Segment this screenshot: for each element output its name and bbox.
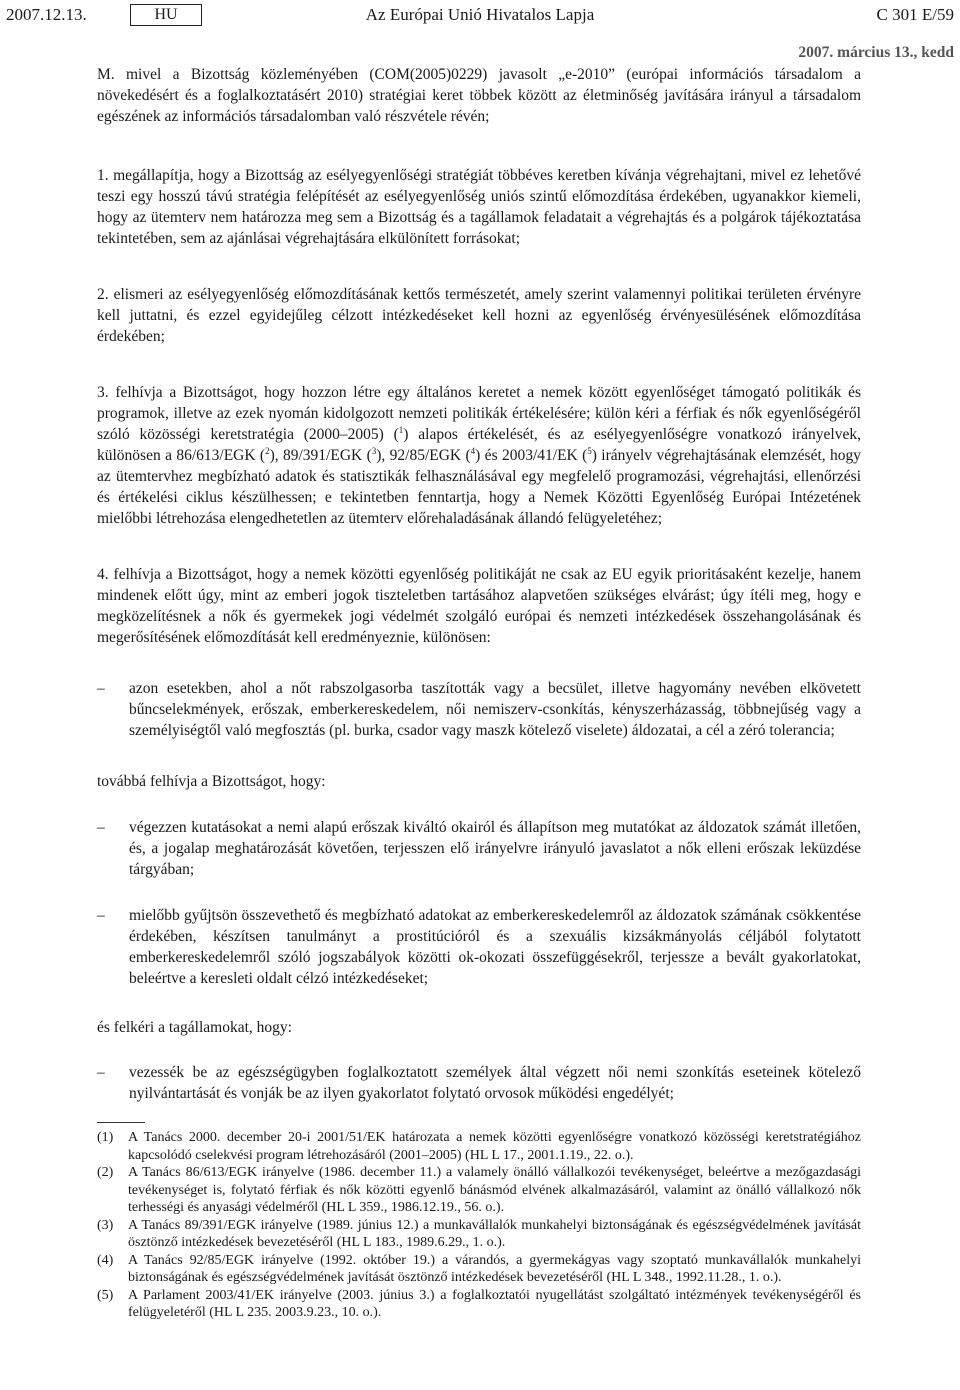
dash-marker: – — [97, 907, 105, 924]
paragraph-1: 1. megállapítja, hogy a Bizottság az esélyegyenlőségi stratégiát többéves keretben kívánja végrehajtani, mivel ez lehetővé teszi egy hosszú távú stratégia felépítését az esélyegyenlőség uniós szintű előmozdítása érdekében, ugyanakkor kiemeli, hogy az ütemterv nem határozza meg sem a Bizottság és a tagállamok feladatait a végrehajtás és a polgárok tájékoztatása tekintetében, sem az ajánlásai végrehajtására elkülönített forrásokat; — [97, 167, 861, 247]
paragraph-3-text: ) irányelv végrehajtásának elemzését, hogy az ütemtervhez megbízható adatok és statisztikák felhasználásával egy megfelelő programozási, végrehajtási, ellenőrzési és értékelési ciklus készülhessen; e tekintetben fenntartja, hogy a Nemek Közötti Egyenlőség Európai Intézetének mielőbbi létrehozása elengedhetetlen az ütemterv előrehaladásának állandó felügyeletéhez; — [97, 447, 862, 527]
journal-title: Az Európai Unió Hivatalos Lapja — [365, 5, 595, 24]
footnote-ref-3[interactable]: 3 — [371, 445, 377, 456]
list-item-text: vezessék be az egészségügyben foglalkoztatott személyek által végzett női nemi szonkítás eseteinek kötelező nyilvántartását és vonják be az ilyen gyakorlatot folytató orvosok működési engedélyét; — [129, 1064, 861, 1102]
page-header — [6, 4, 954, 28]
dash-marker: – — [97, 1064, 105, 1081]
footnote — [97, 1129, 861, 1164]
footnote — [97, 1164, 861, 1217]
paragraph-3-text: ) és 2003/41/EK ( — [475, 447, 588, 464]
footnotes — [97, 1129, 861, 1322]
paragraph-3-text: ) alapos értékelését, és az esélyegyenlőségre vonatkozó irányelvek, különösen a 86/613/EGK ( — [97, 426, 861, 464]
paragraph-3-text: ), 89/391/EGK ( — [269, 447, 372, 464]
footnote-text: A Tanács 92/85/EGK irányelve (1992. október 19.) a várandós, a gyermekágyas vagy szoptató munkavállalók munkahelyi biztonságának és egészségvédelmének javítását ösztönző intézkedések bevezetéséről (HL L 348., 1992.11.28., 1. o.). — [128, 1252, 861, 1285]
sitting-date: 2007. március 13., kedd — [798, 44, 954, 61]
header-date: 2007.12.13. — [6, 5, 87, 24]
dash-marker: – — [97, 819, 105, 836]
footnote — [97, 1287, 861, 1322]
language-badge: HU — [130, 4, 202, 26]
footnote — [97, 1217, 861, 1252]
dash-marker: – — [97, 680, 105, 697]
list-item — [97, 905, 861, 989]
footnote-ref-2[interactable]: 2 — [265, 445, 270, 456]
list-item-text: azon esetekben, ahol a nőt rabszolgasorba taszították vagy a becsület, illetve hagyomány nevében elkövetett bűncselekmények, erőszak, emberkereskedelem, női nemiszerv-csonkítás, kényszerházasság, többnejűség vagy a személyiségtől való megfosztás (pl. burka, csador vagy maszk kötelező viselete) áldozatai, a cél a zéró tolerancia; — [129, 680, 861, 739]
list-item-text: végezzen kutatásokat a nemi alapú erőszak kiváltó okairól és állapítson meg mutatókat az áldozatok számát illetően, és, a jogalap meghatározását követően, terjesszen elő irányelvre irányuló javaslatot a nők elleni erőszak leküzdése tárgyában; — [129, 819, 861, 878]
footnote-number: (1) — [97, 1130, 114, 1145]
paragraph-4: 4. felhívja a Bizottságot, hogy a nemek közötti egyenlőség politikáját ne csak az EU egyik prioritásaként kezelje, hanem mindenek előtt úgy, mint az emberi jogok tiszteletben tartásához alapvetően szükséges elvárást; úgy ítéli meg, hogy e megközelítésnek a nők és gyermekek jogi védelmét szolgáló európai és nemzeti intézkedések összehangolásának és megerősítésének előmozdítását kell eredményeznie, különösen: — [97, 566, 861, 646]
list-item — [97, 1062, 861, 1104]
footnote-number: (2) — [97, 1165, 114, 1180]
footnote-text: A Parlament 2003/41/EK irányelve (2003. június 3.) a foglalkoztatói nyugellátást szolgáltató intézmények tevékenységéről és felügyeletéről (HL L 235. 2003.9.23., 10. o.). — [128, 1287, 861, 1320]
footnote-number: (4) — [97, 1252, 114, 1268]
footnote-ref-5[interactable]: 5 — [587, 445, 592, 456]
paragraph-3-text: 3. felhívja a Bizottságot, hogy hozzon létre egy általános keretet a nemek között egyenlőséget támogató politikák és programok, illetve az ezek nyomán kidolgozott nemzeti politikák értékelésére; külön kéri a férfiak és nők egyenlőségéről szóló közösségi keretstratégia (2000–2005) ( — [97, 384, 861, 443]
footnote-divider — [97, 1122, 145, 1123]
paragraph-3-text: ), 92/85/EGK ( — [376, 447, 471, 464]
footnote-text: A Tanács 2000. december 20-i 2001/51/EK határozata a nemek közötti egyenlőségre vonatkozó közösségi keretstratégiához kapcsolódó cselekvési program létrehozásáról (2001–2005) (HL L 17., 2001.1.19., 22. o.). — [128, 1130, 861, 1163]
recital-m: M. mivel a Bizottság közleményében (COM(2005)0229) javasolt „e-2010” (európai információs társadalom a növekedésért és a foglalkoztatásért 2010) stratégiai keret többek között az életminőség javítására irányul a társadalom egészének az információs társadalomban való részvétele révén; — [97, 66, 861, 125]
list-item — [97, 817, 861, 880]
footnote-text: A Tanács 86/613/EGK irányelve (1986. december 11.) a valamely önálló vállalkozói tevékenységet, beleértve a mezőgazdasági tevékenységet is, folytató férfiak és nők közötti egyenlő bánásmód elvének alkalmazásáról, valamint az önálló vállalkozó nők terhességi és anyasági védelméről (HL L 359., 1986.12.19., 56. o.). — [128, 1165, 861, 1215]
document-body — [97, 44, 861, 1322]
footnote-number: (5) — [97, 1287, 114, 1303]
list-item — [97, 678, 861, 741]
list-intro: és felkéri a tagállamokat, hogy: — [97, 1019, 292, 1036]
paragraph-3 — [97, 382, 861, 529]
footnote-number: (3) — [97, 1217, 114, 1233]
page-reference: C 301 E/59 — [876, 5, 954, 24]
list-item-text: mielőbb gyűjtsön összevethető és megbízható adatokat az emberkereskedelemről az áldozatok számának csökkentése érdekében, készítsen tanulmányt a prostitúcióról és a szexuális kizsákmányolás céljából folytatott emberkereskedelemről szóló jogszabályok közötti ok-okozati összefüggésekről, terjessze a bevált gyakorlatokat, beleértve a keresleti oldalt célzó intézkedéseket; — [129, 907, 861, 987]
list-intro: továbbá felhívja a Bizottságot, hogy: — [97, 773, 326, 790]
footnote-text: A Tanács 89/391/EGK irányelve (1989. június 12.) a munkavállalók munkahelyi biztonságának és egészségvédelmének javítását ösztönző intézkedések bevezetéséről (HL L 183., 1989.6.29., 1. o.). — [128, 1217, 861, 1250]
footnote-ref-1[interactable]: 1 — [398, 424, 404, 435]
footnote-ref-4[interactable]: 4 — [470, 445, 476, 456]
paragraph-2: 2. elismeri az esélyegyenlőség előmozdításának kettős természetét, amely szerint valamennyi politikai területen érvényre kell juttatni, és ezzel egyidejűleg célzott intézkedéseket kell hozni az egyenlőség érvényesülésének előmozdítása érdekében; — [97, 286, 861, 345]
footnote — [97, 1252, 861, 1287]
